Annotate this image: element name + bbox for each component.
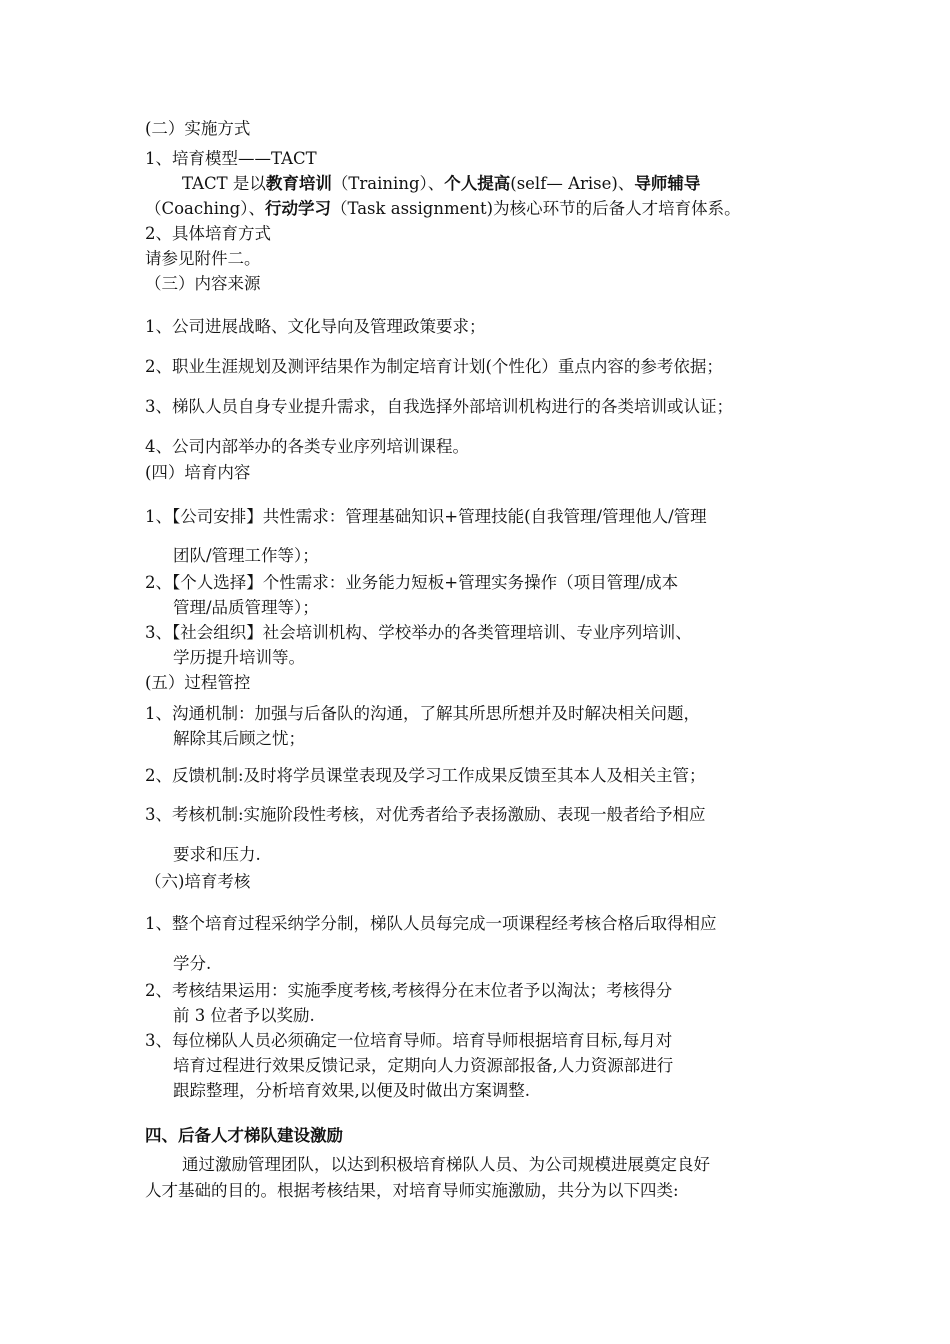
list-item-continuation: 学历提升培训等。	[173, 648, 305, 667]
tact-text-5: （Task assignment)为核心环节的后备人才培育体系。	[330, 199, 741, 218]
section-heading: 四、后备人才梯队建设激励	[145, 1126, 343, 1145]
list-item: 3、每位梯队人员必须确定一位培育导师。培育导师根据培育目标,每月对	[145, 1031, 673, 1050]
section-3-title: （三）内容来源	[145, 274, 261, 293]
subsection-2-1-title: 1、培育模型——TACT	[145, 149, 317, 168]
list-item-continuation: 前 3 位者予以奖励.	[173, 1006, 315, 1025]
list-item: 3、考核机制:实施阶段性考核，对优秀者给予表扬激励、表现一般者给予相应	[145, 805, 706, 824]
tact-bold-self: 个人提高	[444, 174, 511, 193]
list-item: 1、整个培育过程采纳学分制，梯队人员每完成一项课程经考核合格后取得相应	[145, 914, 717, 933]
list-item-continuation: 要求和压力.	[173, 845, 261, 864]
tact-text-4: （Coaching）、	[145, 199, 265, 218]
list-item: 2、【个人选择】个性需求：业务能力短板+管理实务操作（项目管理/成本	[145, 573, 679, 592]
list-item-continuation: 团队/管理工作等）；	[173, 546, 319, 565]
list-item: 4、公司内部举办的各类专业序列培训课程。	[145, 437, 469, 456]
list-item: 1、公司进展战略、文化导向及管理政策要求；	[145, 317, 486, 336]
list-item-continuation: 跟踪整理，分析培育效果,以便及时做出方案调整.	[173, 1081, 530, 1100]
list-item: 2、职业生涯规划及测评结果作为制定培育计划(个性化）重点内容的参考依据；	[145, 357, 723, 376]
tact-paragraph-line-1	[182, 173, 700, 195]
tact-bold-education: 教育培训	[265, 174, 332, 193]
list-item-continuation: 培育过程进行效果反馈记录，定期向人力资源部报备,人力资源部进行	[173, 1056, 674, 1075]
tact-bold-action: 行动学习	[264, 199, 331, 218]
section-5-title: (五）过程管控	[145, 673, 251, 692]
list-item-continuation: 管理/品质管理等）；	[173, 598, 319, 617]
tact-text-3: (self— Arise)、	[510, 174, 635, 193]
list-item: 3、【社会组织】社会培训机构、学校举办的各类管理培训、专业序列培训、	[145, 623, 692, 642]
paragraph-line: 人才基础的目的。根据考核结果，对培育导师实施激励，共分为以下四类:	[145, 1181, 679, 1200]
tact-text-2: （Training）、	[331, 174, 445, 193]
subsection-2-2-title: 2、具体培育方式	[145, 224, 271, 243]
subsection-2-2-body: 请参见附件二。	[145, 249, 261, 268]
tact-paragraph-line-2	[145, 198, 741, 220]
section-2-title: (二）实施方式	[145, 119, 251, 138]
list-item: 1、沟通机制：加强与后备队的沟通，了解其所思所想并及时解决相关问题，	[145, 704, 700, 723]
section-4-title: (四）培育内容	[145, 463, 251, 482]
list-item: 2、反馈机制:及时将学员课堂表现及学习工作成果反馈至其本人及相关主管；	[145, 766, 706, 785]
paragraph-line: 通过激励管理团队，以达到积极培育梯队人员、为公司规模进展奠定良好	[182, 1155, 710, 1174]
list-item: 1、【公司安排】共性需求：管理基础知识+管理技能(自我管理/管理他人/管理	[145, 507, 707, 526]
list-item: 3、梯队人员自身专业提升需求，自我选择外部培训机构进行的各类培训或认证；	[145, 397, 733, 416]
tact-text-1: TACT 是以	[182, 174, 266, 193]
list-item-continuation: 学分.	[173, 954, 212, 973]
list-item: 2、考核结果运用：实施季度考核,考核得分在末位者予以淘汰；考核得分	[145, 981, 673, 1000]
section-6-title: （六)培育考核	[145, 872, 251, 891]
list-item-continuation: 解除其后顾之忧；	[173, 729, 305, 748]
tact-bold-coach: 导师辅导	[634, 174, 701, 193]
